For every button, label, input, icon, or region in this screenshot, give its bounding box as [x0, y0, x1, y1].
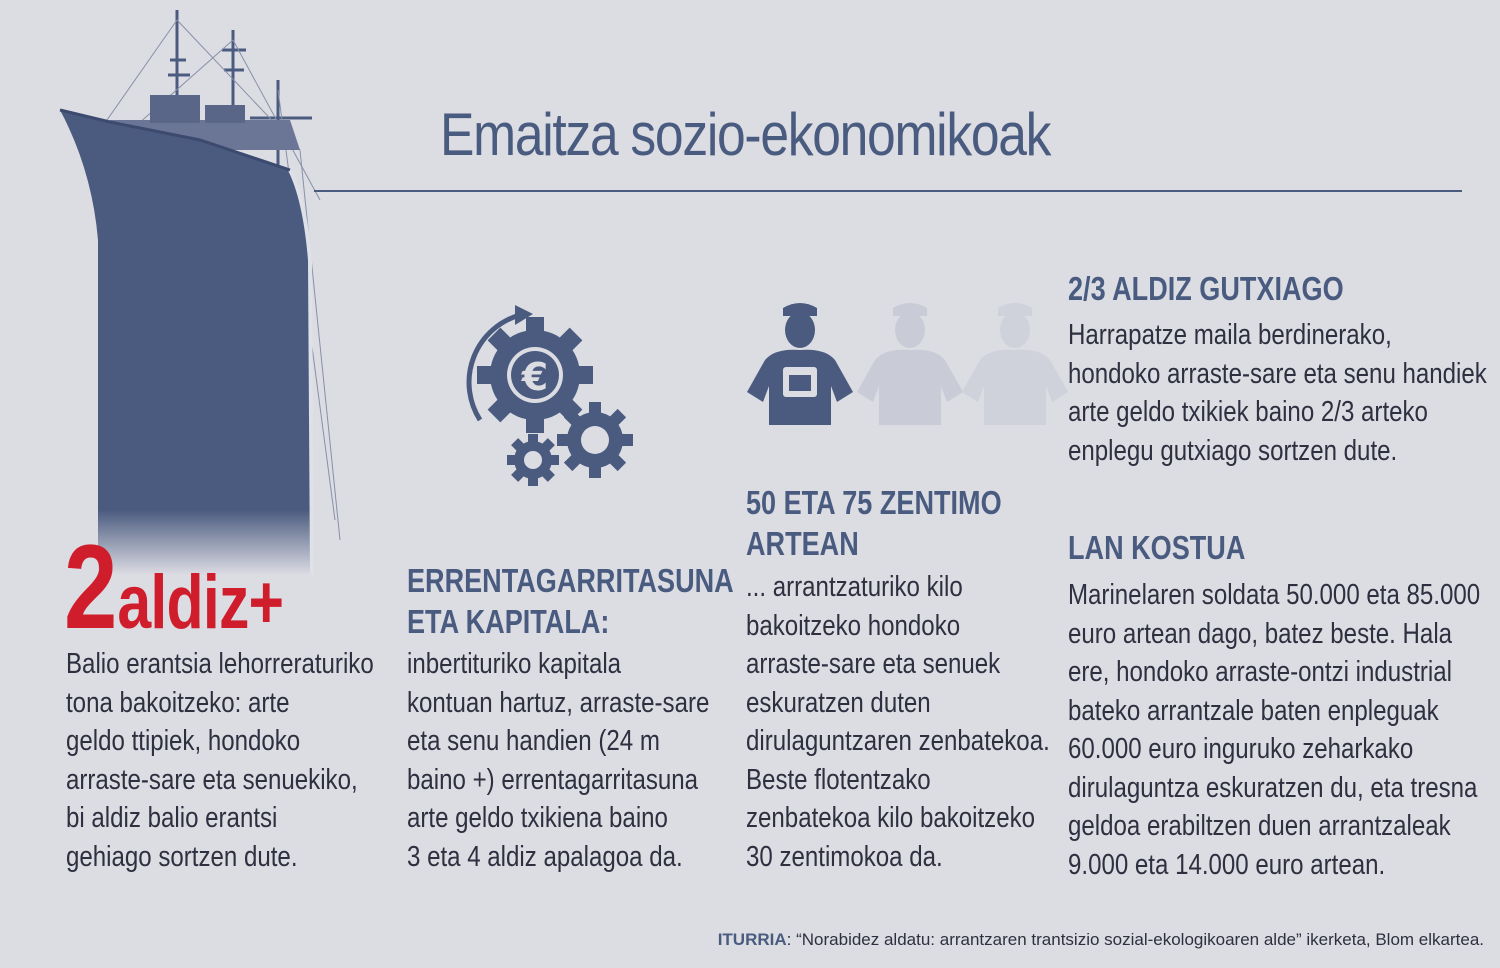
col4b-line: geldoa erabiltzen duen arrantzaleak	[1068, 810, 1451, 842]
col4b-text	[1068, 576, 1480, 884]
col1-text	[66, 645, 374, 876]
col4a-line: hondoko arraste-sare eta senu handiek	[1068, 357, 1487, 390]
source-text: : “Norabidez aldatu: arrantzaren trantsizio sozial-ekologikoaren alde” ikerketa, Blom elkartea.	[786, 930, 1484, 949]
col1-line: Balio erantsia lehorreraturiko	[66, 648, 374, 680]
col3-line: dirulaguntzaren zenbatekoa.	[746, 725, 1050, 757]
col3-heading-line: 50 ETA 75 ZENTIMO	[746, 484, 1002, 521]
svg-text:€: €	[521, 355, 549, 399]
highlight-word: aldiz	[117, 560, 249, 645]
col3-line: zenbatekoa kilo bakoitzeko	[746, 802, 1036, 834]
col4b-line: bateko arrantzale baten enpleguak	[1068, 694, 1439, 727]
col3-text	[746, 568, 1050, 876]
col2-line: 3 eta 4 aldiz apalagoa da.	[407, 840, 683, 873]
source-label: ITURRIA	[717, 930, 787, 949]
col2-line: kontuan hartuz, arraste-sare	[407, 686, 710, 719]
highlight-number: 2	[64, 520, 118, 654]
col1-line: bi aldiz balio erantsi	[66, 802, 278, 834]
col3-heading	[746, 482, 1002, 564]
col4b-line: dirulaguntza eskuratzen du, eta tresna	[1068, 771, 1478, 804]
col2-line: inbertituriko kapitala	[407, 648, 622, 680]
source-note	[718, 930, 1484, 950]
col3-line: bakoitzeko hondoko	[746, 609, 961, 642]
col3-line: arraste-sare eta senuek	[746, 648, 1001, 680]
euro-gears-icon	[455, 300, 645, 490]
col4b-line: Marinelaren soldata 50.000 eta 85.000	[1068, 579, 1481, 611]
col3-line: Beste flotentzako	[746, 763, 931, 796]
col2-line: eta senu handien (24 m	[407, 725, 660, 757]
ship-illustration	[0, 0, 345, 575]
col2-heading-line: ETA KAPITALA:	[407, 603, 610, 640]
title-divider	[314, 190, 1462, 192]
col4a-text	[1068, 316, 1487, 470]
col2-heading	[407, 560, 734, 642]
col1-line: arraste-sare eta senuekiko,	[66, 763, 358, 796]
col4b-line: 9.000 eta 14.000 euro artean.	[1068, 848, 1386, 881]
col1-line: geldo ttipiek, hondoko	[66, 725, 301, 757]
col3-line: eskuratzen duten	[746, 686, 931, 719]
col4b-line: 60.000 euro inguruko zeharkako	[1068, 733, 1414, 765]
col4a-heading: 2/3 ALDIZ GUTXIAGO	[1068, 270, 1344, 307]
page-title: Emaitza sozio-ekonomikoak	[440, 101, 1051, 168]
col4b-line: ere, hondoko arraste-ontzi industrial	[1068, 656, 1452, 688]
worker-icon	[745, 285, 1070, 435]
highlight-plus: +	[248, 560, 284, 645]
col2-line: arte geldo txikiena baino	[407, 802, 668, 834]
col2-text	[407, 645, 709, 876]
col4a-line: Harrapatze maila berdinerako,	[1068, 319, 1392, 351]
col4b-heading: LAN KOSTUA	[1068, 529, 1246, 566]
col1-line: gehiago sortzen dute.	[66, 840, 298, 873]
col4a-line: enplegu gutxiago sortzen dute.	[1068, 434, 1398, 467]
col3-heading-line: ARTEAN	[746, 525, 859, 562]
col4b-line: euro artean dago, batez beste. Hala	[1068, 617, 1453, 650]
col2-line: baino +) errentagarritasuna	[407, 763, 699, 796]
col3-line: ... arrantzaturiko kilo	[746, 571, 963, 603]
col1-line: tona bakoitzeko: arte	[66, 686, 290, 719]
col4a-line: arte geldo txikiek baino 2/3 arteko	[1068, 396, 1428, 428]
col3-line: 30 zentimokoa da.	[746, 840, 943, 873]
col2-heading-line: ERRENTAGARRITASUNA	[407, 562, 734, 599]
